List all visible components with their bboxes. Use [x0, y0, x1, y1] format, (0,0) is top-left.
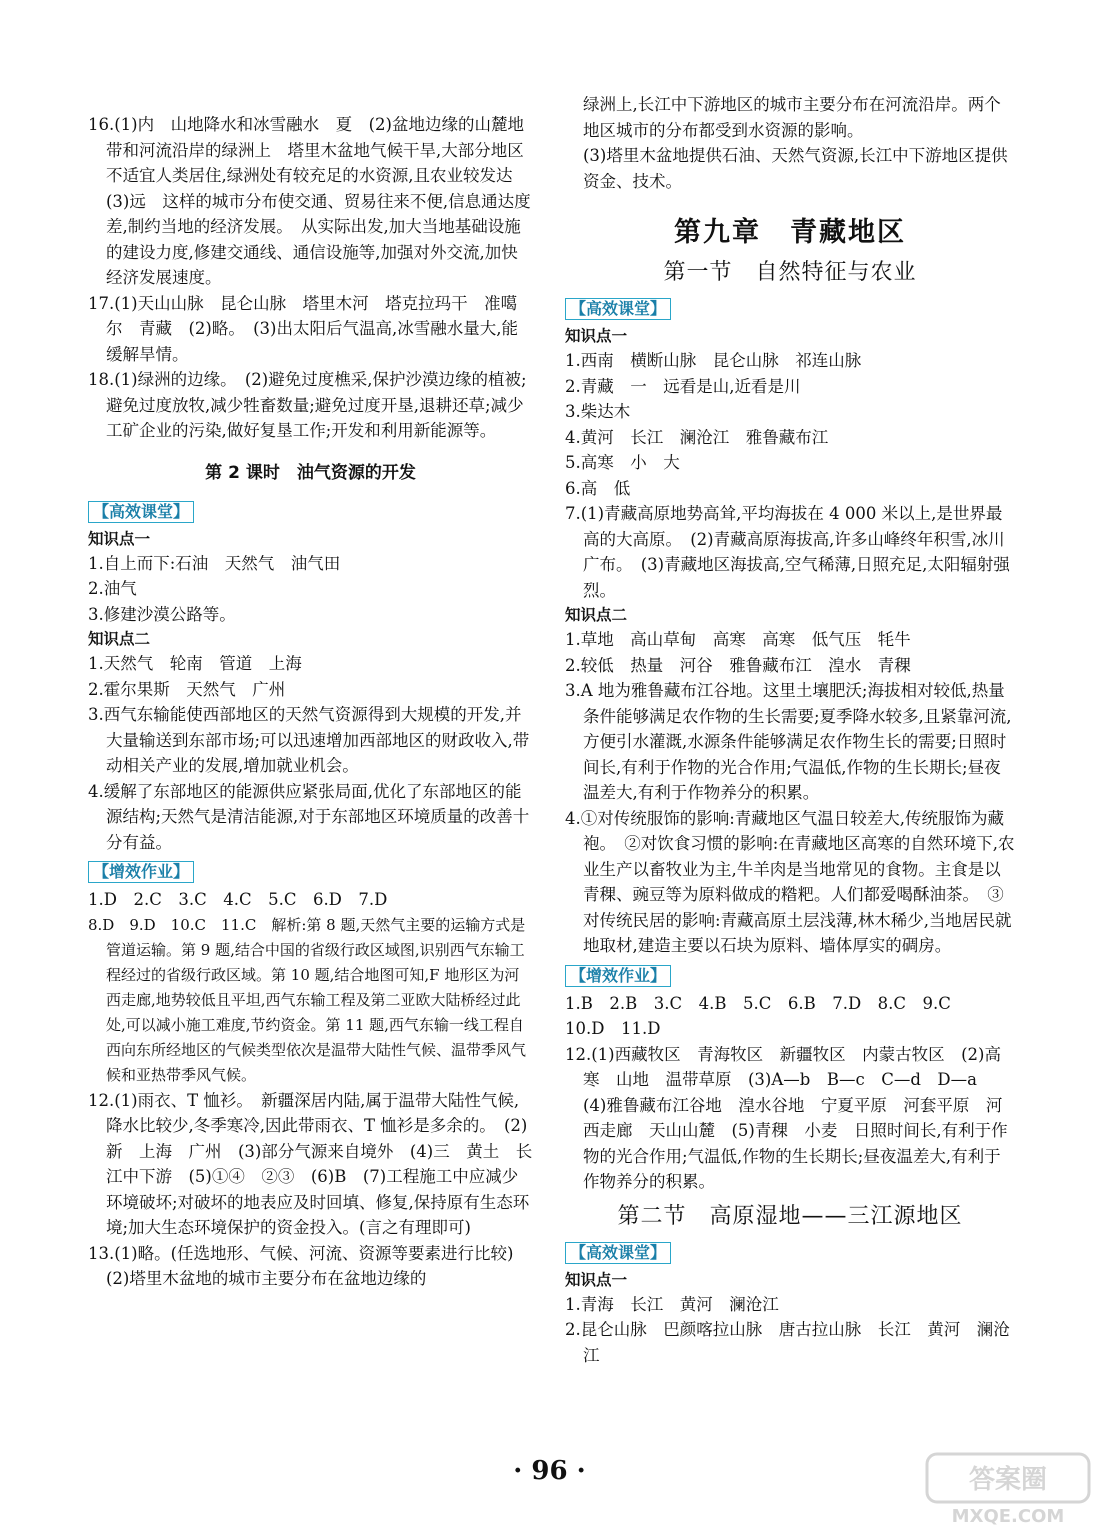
list-item: 2.霍尔果斯 天然气 广州	[88, 679, 286, 699]
watermark-logo	[923, 1450, 1093, 1530]
answer-13-continued: 绿洲上,长江中下游地区的城市主要分布在河流沿岸。两个地区城市的分布都受到水资源的影响。	[583, 95, 1001, 140]
svg-text:答案圈: 答案圈	[968, 1465, 1048, 1495]
list-item: 5.高寒 小 大	[565, 453, 680, 472]
homework-answers-2: 8.D 9.D 10.C 11.C 解析:第 8 题,天然气主要的运输方式是管道运输。第 9 题,结合中国的省级行政区域图,识别西气东输工程经过的省级行政区域。第 10 题,结合地图可知,F 地形区为河西走廊,地势较低且平坦,西气东输工程及第二亚欧大陆桥经过此处,可以减小施工难度,节约资金。第 11 题,西气东输一线工程自西向东所经地区的气候类型依次是温带大陆性气候、温带季风气候和亚热带季风气候。	[88, 915, 527, 1084]
section-title-1: 第一节 自然特征与农业	[663, 260, 917, 285]
answer-12: 12.(1)西藏牧区 青海牧区 新疆牧区 内蒙古牧区 (2)高寒 山地 温带草原 (3)A—b B—c C—d D—a (4)雅鲁藏布江谷地 湟水谷地 宁夏平原 河套平原 河西走廊 天山山麓 (5)青稞 小麦 日照时间长,有利于作物的光合作用;气温低,作物的生长期长;昼夜温差大,有利于作物养分的积累。	[565, 1044, 1008, 1191]
list-item: 4.①对传统服饰的影响:青藏地区气温日较差大,传统服饰为藏袍。 ②对饮食习惯的影响:在青藏地区高寒的自然环境下,农业生产以畜牧业为主,牛羊肉是当地常见的食物。主食是以青稞、豌豆等为原料做成的糌粑。人们都爱喝酥油茶。 ③对传统民居的影响:青藏高原土层浅薄,林木稀少,当地居民就地取材,建造主要以石块为原料、墙体厚实的碉房。	[565, 808, 1015, 955]
section-tag-efficient-class: 【高效课堂】	[565, 298, 671, 320]
knowledge-point-1: 知识点一	[88, 529, 151, 548]
list-item: 3.柴达木	[565, 402, 631, 421]
homework-answers-1: 1.D 2.C 3.C 4.C 5.C 6.D 7.D	[88, 890, 388, 909]
list-item: 7.(1)青藏高原地势高耸,平均海拔在 4 000 米以上,是世界最高的大高原。 (2)青藏高原海拔高,许多山峰终年积雪,冰川广布。 (3)青藏地区海拔高,空气稀薄,日照充足,太阳辐射强烈。	[565, 504, 1010, 600]
answer-12: 12.(1)雨衣、T 恤衫。 新疆深居内陆,属于温带大陆性气候,降水比较少,冬季寒冷,因此带雨衣、T 恤衫是多余的。 (2)新 上海 广州 (3)部分气源来自境外 (4)三 黄土 长江中下游 (5)①④ ②③ (6)B (7)工程施工中应减少环境破坏;对破坏的地表应及时回填、修复,保持原有生态环境;加大生态环境保护的资金投入。(言之有理即可)	[88, 1090, 533, 1237]
page-number: · 96 ·	[513, 1456, 586, 1486]
answer-13-part-3: (3)塔里木盆地提供石油、天然气资源,长江中下游地区提供资金、技术。	[583, 146, 1008, 191]
section-tag-efficient-class: 【高效课堂】	[565, 1242, 671, 1264]
knowledge-point-1: 知识点一	[565, 327, 628, 345]
section-title-2: 第二节 高原湿地——三江源地区	[617, 1203, 963, 1229]
answer-17: 17.(1)天山山脉 昆仑山脉 塔里木河 塔克拉玛干 准噶尔 青藏 (2)略。 (3)出太阳后气温高,冰雪融水量大,能缓解旱情。	[88, 293, 518, 364]
section-tag-homework: 【增效作业】	[88, 861, 194, 883]
left-column	[88, 112, 533, 1292]
list-item: 1.自上而下:石油 天然气 油气田	[88, 553, 341, 573]
list-item: 3.修建沙漠公路等。	[88, 604, 236, 624]
homework-answers-2: 10.D 11.D	[565, 1019, 661, 1038]
svg-text:MXQE.COM: MXQE.COM	[951, 1506, 1065, 1527]
list-item: 4.黄河 长江 澜沧江 雅鲁藏布江	[565, 427, 829, 447]
list-item: 1.西南 横断山脉 昆仑山脉 祁连山脉	[565, 351, 862, 370]
answer-13: 13.(1)略。(任选地形、气候、河流、资源等要素进行比较) (2)塔里木盆地的城市主要分布在盆地边缘的	[88, 1243, 530, 1288]
answer-16: 16.(1)内 山地降水和冰雪融水 夏 (2)盆地边缘的山麓地带和河流沿岸的绿洲上 塔里木盆地气候干旱,大部分地区不适宜人类居住,绿洲处有较充足的水资源,且农业较发达 (3)远 这样的城市分布使交通、贸易往来不便,信息通达度差,制约当地的经济发展。 从实际出发,加大当地基础设施的建设力度,修建交通线、通信设施等,加强对外交流,加快经济发展速度。	[88, 115, 531, 287]
list-item: 4.缓解了东部地区的能源供应紧张局面,优化了东部地区的能源结构;天然气是清洁能源,对于东部地区环境质量的改善十分有益。	[88, 781, 530, 852]
list-item: 3.A 地为雅鲁藏布江谷地。这里土壤肥沃;海拔相对较低,热量条件能够满足农作物的生长需要;夏季降水较多,且紧靠河流,方便引水灌溉,水源条件能够满足农作物生长的需要;日照时间长,有利于作物的光合作用;气温低,作物的生长期长;昼夜温差大,有利于作物养分的积累。	[565, 681, 1012, 802]
chapter-title: 第九章 青藏地区	[674, 217, 906, 248]
list-item: 2.青藏 一 远看是山,近看是川	[565, 376, 801, 396]
right-column	[565, 92, 1015, 1368]
lesson-title: 第 2 课时 油气资源的开发	[205, 462, 416, 483]
answer-18: 18.(1)绿洲的边缘。 (2)避免过度樵采,保护沙漠边缘的植被;避免过度放牧,减少牲畜数量;避免过度开垦,退耕还草;减少工矿企业的污染,做好复垦工作;开发和利用新能源等。	[88, 370, 527, 440]
section-tag-homework: 【增效作业】	[565, 965, 671, 987]
knowledge-point-1: 知识点一	[565, 1270, 628, 1289]
homework-answers-1: 1.B 2.B 3.C 4.B 5.C 6.B 7.D 8.C 9.C	[565, 993, 951, 1013]
list-item: 1.天然气 轮南 管道 上海	[88, 654, 302, 673]
list-item: 2.油气	[88, 579, 137, 598]
list-item: 3.西气东输能使西部地区的天然气资源得到大规模的开发,并大量输送到东部市场;可以迅速增加西部地区的财政收入,带动相关产业的发展,增加就业机会。	[88, 705, 530, 775]
list-item: 6.高 低	[565, 478, 631, 498]
list-item: 1.草地 高山草甸 高寒 高寒 低气压 牦牛	[565, 630, 911, 649]
section-tag-efficient-class: 【高效课堂】	[88, 501, 194, 523]
knowledge-point-2: 知识点二	[565, 606, 628, 624]
list-item: 2.昆仑山脉 巴颜喀拉山脉 唐古拉山脉 长江 黄河 澜沧江	[565, 1320, 1010, 1365]
list-item: 1.青海 长江 黄河 澜沧江	[565, 1294, 779, 1314]
list-item: 2.较低 热量 河谷 雅鲁藏布江 湟水 青稞	[565, 655, 911, 675]
knowledge-point-2: 知识点二	[88, 630, 151, 648]
